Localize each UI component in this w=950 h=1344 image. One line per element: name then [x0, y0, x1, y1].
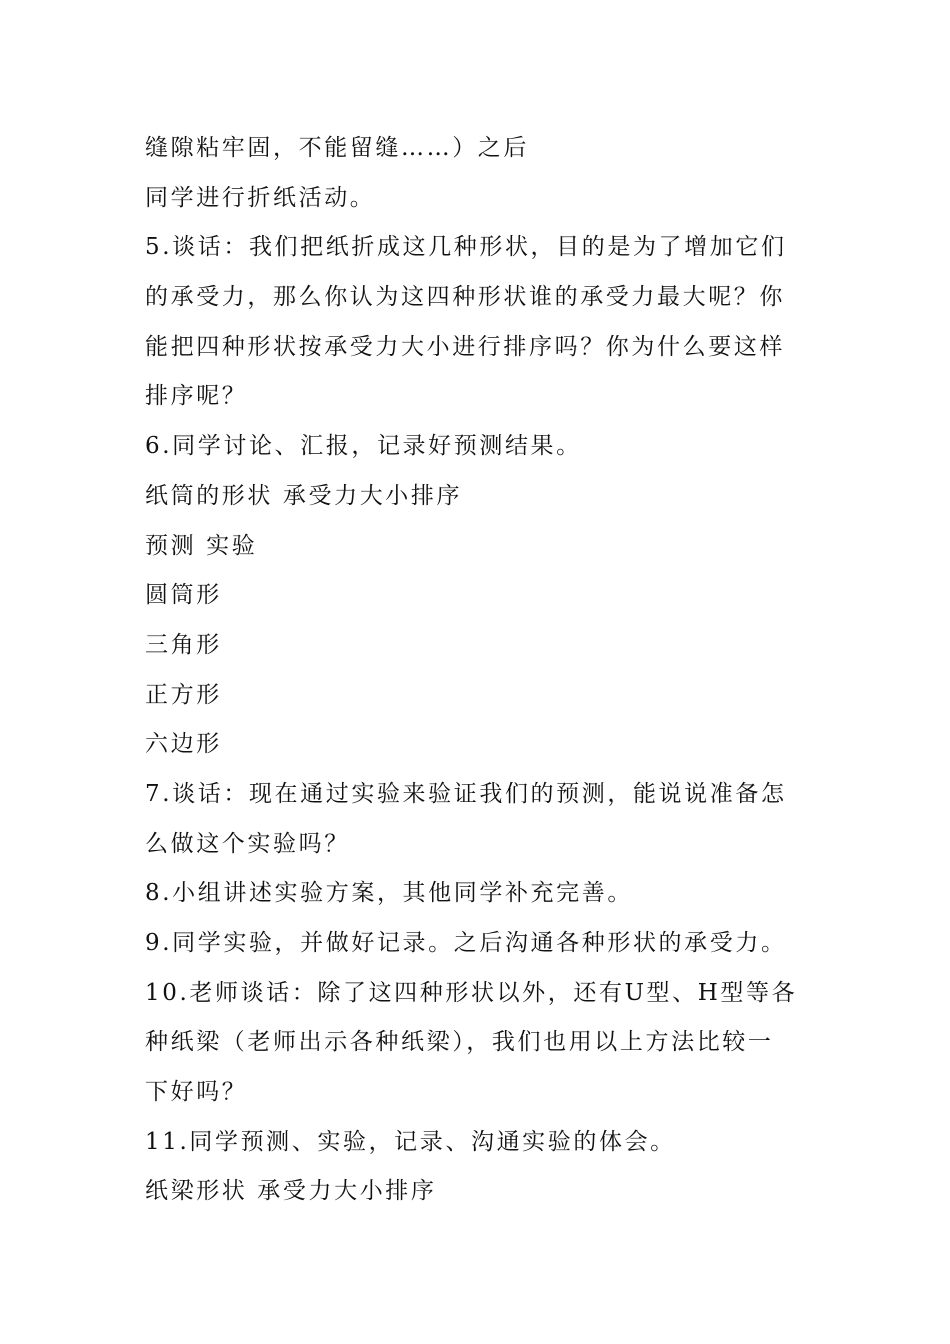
text-line: 7.谈话：现在通过实验来验证我们的预测，能说说准备怎: [145, 780, 787, 807]
text-line: 下好吗？: [145, 1079, 248, 1106]
text-line: 10.老师谈话：除了这四种形状以外，还有U型、H型等各: [145, 979, 798, 1006]
table-header-line: 纸筒的形状 承受力大小排序: [145, 482, 463, 509]
text-line: 缝隙粘牢固，不能留缝……）之后: [145, 135, 529, 161]
text-line: 同学进行折纸活动。: [145, 184, 376, 211]
text-line: 排序呢？: [145, 383, 248, 410]
text-line: 能把四种形状按承受力大小进行排序吗？你为什么要这样: [145, 333, 785, 360]
text-line: 11.同学预测、实验，记录、沟通实验的体会。: [145, 1128, 676, 1155]
text-line: 6.同学讨论、汇报，记录好预测结果。: [145, 433, 582, 460]
table-subheader-line: 预测 实验: [145, 532, 258, 559]
text-line: 9.同学实验，并做好记录。之后沟通各种形状的承受力。: [145, 930, 787, 956]
text-line: 种纸梁（老师出示各种纸梁），我们也用以上方法比较一: [145, 1029, 774, 1056]
table-row-label: 六边形: [145, 731, 222, 758]
table-row-label: 圆筒形: [145, 582, 222, 609]
table-row-label: 正方形: [145, 681, 222, 708]
table-row-label: 三角形: [145, 631, 222, 658]
text-line: 5.谈话：我们把纸折成这几种形状，目的是为了增加它们: [145, 234, 787, 261]
text-line: 8.小组讲述实验方案，其他同学补充完善。: [145, 880, 633, 907]
text-line: 么做这个实验吗？: [145, 830, 350, 857]
text-line: 的承受力，那么你认为这四种形状谁的承受力最大呢？你: [145, 284, 785, 311]
table-header-line: 纸梁形状 承受力大小排序: [145, 1178, 437, 1205]
document-body: [145, 124, 810, 1217]
